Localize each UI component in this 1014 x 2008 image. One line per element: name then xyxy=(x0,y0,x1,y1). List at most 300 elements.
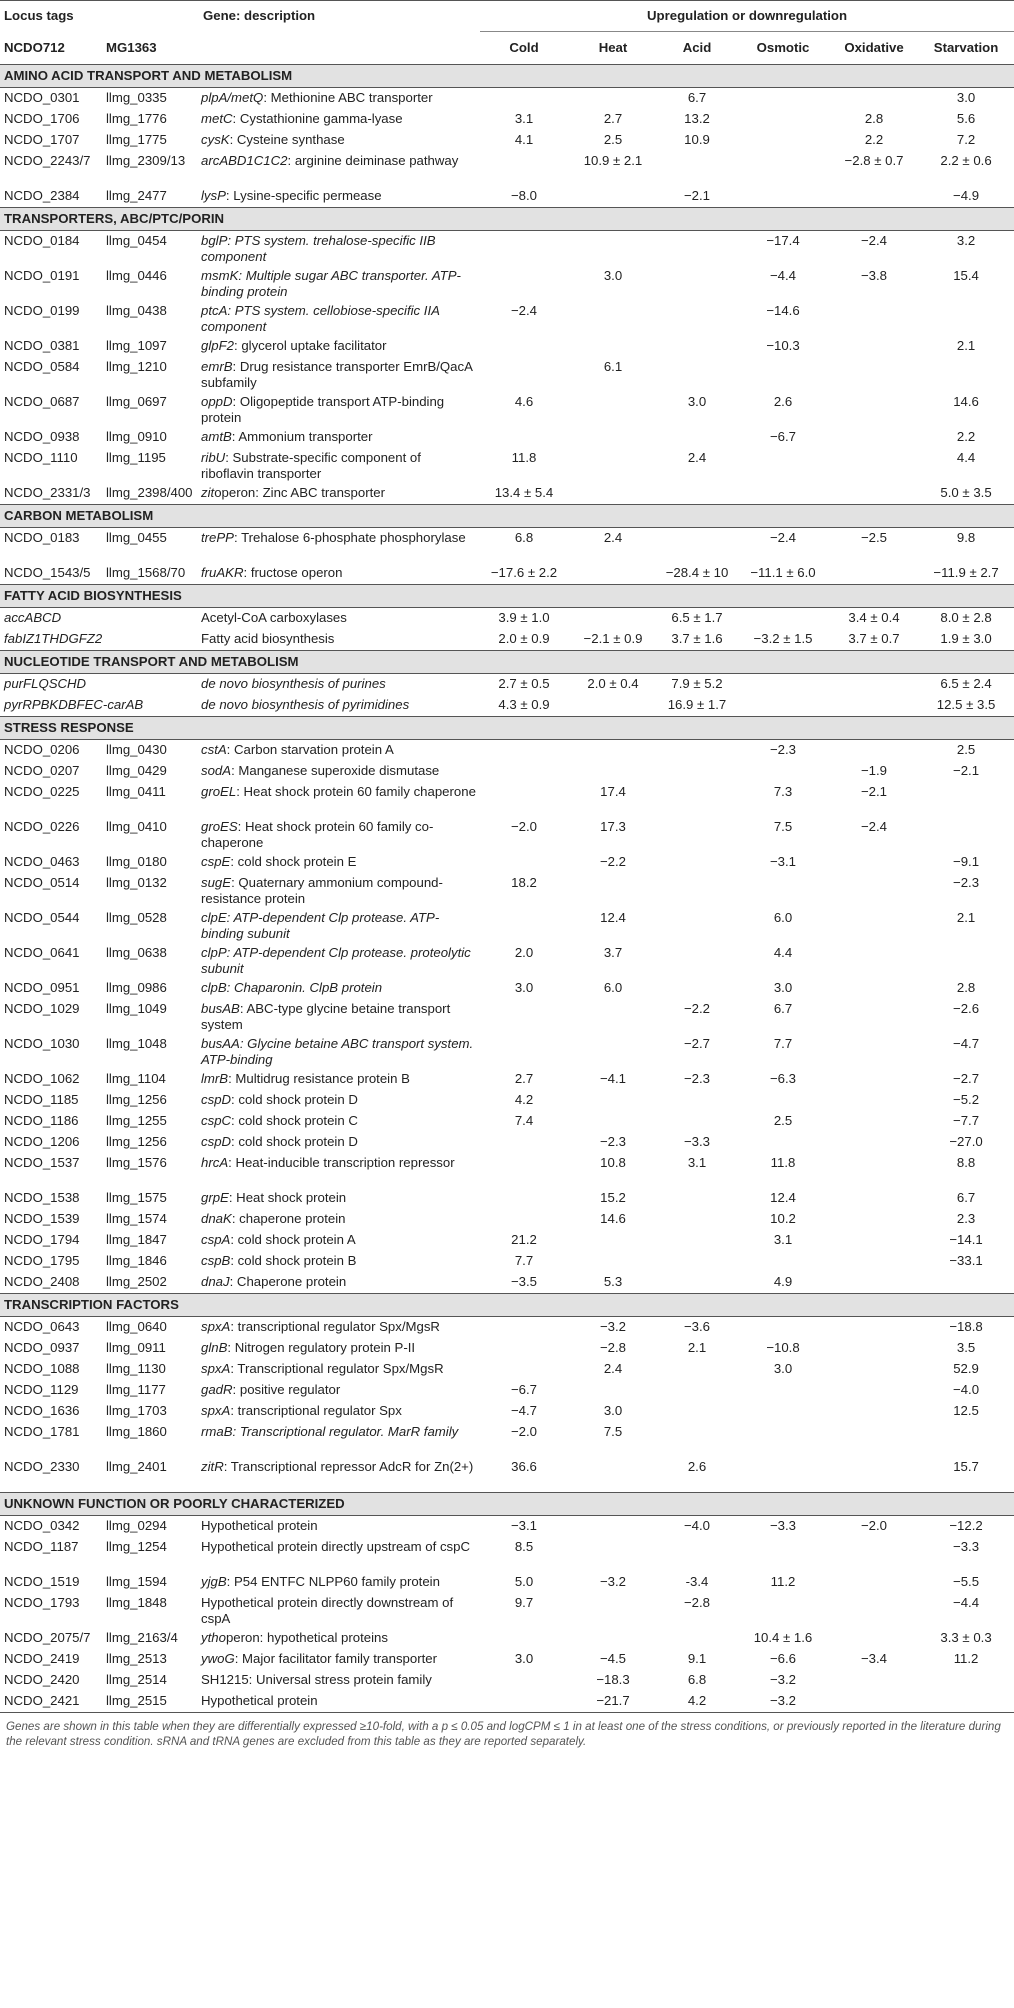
starvation-value: 3.5 xyxy=(956,1340,976,1355)
description-text: : Ammonium transporter xyxy=(231,429,373,444)
starvation-value: −5.5 xyxy=(953,1574,980,1589)
gene-description xyxy=(199,1516,480,1538)
description-text: : cold shock protein E xyxy=(230,854,357,869)
table-row xyxy=(0,427,1014,448)
gene-name: trePP xyxy=(201,530,234,545)
mg1363-tag: llmg_0697 xyxy=(106,394,167,409)
heat-value: 2.4 xyxy=(603,1361,623,1376)
acid-value: −3.3 xyxy=(683,1134,711,1149)
section-header xyxy=(0,717,1014,740)
heat-value xyxy=(568,1111,658,1132)
acid-value xyxy=(658,1359,736,1380)
gene-description xyxy=(199,88,480,110)
osmotic-value xyxy=(736,873,830,908)
section-title: AMINO ACID TRANSPORT AND METABOLISM xyxy=(0,65,1014,88)
ncdo712-tag: NCDO_0199 xyxy=(4,303,80,318)
description-text: : Transcriptional regulator Spx/MgsR xyxy=(230,1361,444,1376)
table-row xyxy=(0,1359,1014,1380)
cold-value xyxy=(480,1188,568,1209)
starvation-value xyxy=(918,782,1014,817)
acid-value: −4.0 xyxy=(683,1518,711,1533)
oxidative-value: 2.8 xyxy=(864,111,884,126)
table-row xyxy=(0,1230,1014,1251)
table-row xyxy=(0,109,1014,130)
osmotic-value xyxy=(736,695,830,717)
gene-name: msmK xyxy=(201,268,239,283)
description-text: : ABC-type glycine betaine transport system xyxy=(201,1001,451,1032)
ncdo712-tag: NCDO_1030 xyxy=(4,1036,80,1051)
ncdo712-tag: NCDO_0184 xyxy=(4,233,80,248)
heat-value: 2.4 xyxy=(603,530,623,545)
oxidative-value xyxy=(830,978,918,999)
mg1363-tag: llmg_1775 xyxy=(106,132,167,147)
starvation-value: 15.7 xyxy=(953,1459,979,1474)
gene-description xyxy=(199,448,480,483)
starvation-value: 11.2 xyxy=(953,1651,979,1666)
ncdo712-tag: NCDO_1187 xyxy=(4,1539,79,1554)
description-text: : Carbon starvation protein A xyxy=(226,742,394,757)
osmotic-value: 7.5 xyxy=(773,819,793,834)
oxidative-value: −3.8 xyxy=(860,268,888,283)
description-text: Hypothetical protein xyxy=(201,1518,318,1533)
cold-value: 7.7 xyxy=(514,1253,534,1268)
starvation-value: −9.1 xyxy=(953,854,980,869)
cold-value: 6.8 xyxy=(514,530,534,545)
table-row xyxy=(0,740,1014,762)
osmotic-value xyxy=(736,483,830,505)
gene-description xyxy=(199,999,480,1034)
ncdo712-tag: purFLQSCHD xyxy=(4,676,87,691)
oxidative-value xyxy=(830,740,918,762)
table-row xyxy=(0,151,1014,186)
section-header xyxy=(0,585,1014,608)
gene-name: zit xyxy=(201,485,215,500)
table-row xyxy=(0,1457,1014,1493)
oxidative-value: −3.4 xyxy=(860,1651,888,1666)
oxidative-value xyxy=(830,186,918,208)
oxidative-value xyxy=(830,1422,918,1457)
gene-description xyxy=(199,761,480,782)
ncdo712-tag: fabIZ1THDGFZ2 xyxy=(4,631,103,646)
ncdo712-tag: NCDO_0207 xyxy=(4,763,80,778)
ncdo712-tag: NCDO_1781 xyxy=(4,1424,80,1439)
heat-value: 17.4 xyxy=(600,784,626,799)
table-row xyxy=(0,908,1014,943)
table-row xyxy=(0,1691,1014,1713)
heat-value xyxy=(568,740,658,762)
table-row xyxy=(0,1649,1014,1670)
cold-value xyxy=(480,1691,568,1713)
oxidative-value xyxy=(830,1670,918,1691)
mg1363-tag: llmg_0180 xyxy=(106,854,167,869)
gene-description xyxy=(199,1628,480,1649)
cold-value xyxy=(480,1034,568,1069)
mg1363-tag: llmg_0430 xyxy=(106,742,167,757)
acid-value: 13.2 xyxy=(684,111,710,126)
mg1363-tag: llmg_1097 xyxy=(106,338,167,353)
description-text: : Major facilitator family transporter xyxy=(234,1651,437,1666)
mg1363-tag: llmg_1576 xyxy=(106,1155,167,1170)
acid-value xyxy=(658,978,736,999)
oxidative-value xyxy=(830,1132,918,1153)
cold-value: 3.0 xyxy=(514,980,534,995)
starvation-value: 52.9 xyxy=(953,1361,979,1376)
heat-value xyxy=(568,1034,658,1069)
oxidative-value xyxy=(830,1380,918,1401)
acid-value: 9.1 xyxy=(687,1651,707,1666)
ncdo712-tag: NCDO_1029 xyxy=(4,1001,80,1016)
osmotic-value xyxy=(736,448,830,483)
cold-value: −4.7 xyxy=(510,1403,538,1418)
ncdo712-tag: NCDO_0225 xyxy=(4,784,80,799)
oxidative-value xyxy=(830,88,918,110)
osmotic-value xyxy=(736,1537,830,1572)
osmotic-value xyxy=(736,1251,830,1272)
description-text: : PTS system. cellobiose-specific IIA component xyxy=(201,303,440,334)
description-text: : transcriptional regulator Spx xyxy=(230,1403,402,1418)
mg1363-tag: llmg_0438 xyxy=(106,303,167,318)
ncdo712-tag: NCDO_1186 xyxy=(4,1113,79,1128)
heat-value xyxy=(568,1251,658,1272)
ncdo712-tag: NCDO_1794 xyxy=(4,1232,80,1247)
description-text: : Glycine betaine ABC transport system. ATP-binding xyxy=(201,1036,474,1067)
table-row xyxy=(0,1111,1014,1132)
cold-value xyxy=(480,231,568,267)
gene-name: cspC xyxy=(201,1113,232,1128)
gene-description xyxy=(199,1069,480,1090)
acid-value: −2.2 xyxy=(683,1001,711,1016)
description-text: : Lysine-specific permease xyxy=(225,188,382,203)
heat-value: 10.8 xyxy=(600,1155,626,1170)
osmotic-value xyxy=(736,186,830,208)
osmotic-value: −14.6 xyxy=(766,303,800,318)
ncdo712-tag: NCDO_0951 xyxy=(4,980,80,995)
gene-name: amtB xyxy=(201,429,232,444)
section-title: TRANSPORTERS, ABC/PTC/PORIN xyxy=(0,208,1014,231)
cold-value: 3.1 xyxy=(514,111,534,126)
gene-description xyxy=(199,1153,480,1188)
table-row xyxy=(0,1188,1014,1209)
table-row xyxy=(0,301,1014,336)
osmotic-value xyxy=(736,608,830,630)
oxidative-value xyxy=(830,1209,918,1230)
mg1363-tag: llmg_2309/13 xyxy=(106,153,186,168)
ncdo712-tag: NCDO_2075/7 xyxy=(4,1630,91,1645)
heat-value: −18.3 xyxy=(596,1672,630,1687)
starvation-value: 1.9 ± 3.0 xyxy=(940,631,992,646)
mg1363-tag: llmg_0528 xyxy=(106,910,167,925)
oxidative-value: 3.7 ± 0.7 xyxy=(848,631,900,646)
header-row-1 xyxy=(0,1,1014,32)
gene-name: groES xyxy=(201,819,238,834)
cold-value: −2.4 xyxy=(510,303,538,318)
cold-value xyxy=(480,740,568,762)
osmotic-value xyxy=(736,674,830,696)
section-header xyxy=(0,1493,1014,1516)
ncdo712-tag: NCDO_2408 xyxy=(4,1274,80,1289)
cold-value: 4.2 xyxy=(514,1092,534,1107)
starvation-value: 6.5 ± 2.4 xyxy=(940,676,992,691)
acid-value: 3.7 ± 1.6 xyxy=(671,631,723,646)
ncdo712-tag: NCDO_0183 xyxy=(4,530,80,545)
acid-value xyxy=(658,336,736,357)
starvation-value xyxy=(918,1422,1014,1457)
oxidative-value xyxy=(830,1272,918,1294)
gene-name: arcABD1C1C2 xyxy=(201,153,288,168)
description-text: : ATP-dependent Clp protease. ATP-binding subunit xyxy=(201,910,440,941)
mg1363-tag: llmg_1848 xyxy=(106,1595,167,1610)
table-row xyxy=(0,186,1014,208)
cold-value: 8.5 xyxy=(514,1539,534,1554)
gene-description xyxy=(199,873,480,908)
oxidative-value xyxy=(830,1401,918,1422)
cold-value: 11.8 xyxy=(511,450,537,465)
gene-description xyxy=(199,852,480,873)
osmotic-value: 7.7 xyxy=(773,1036,793,1051)
gene-description xyxy=(199,978,480,999)
acid-value xyxy=(658,873,736,908)
acid-value xyxy=(658,1230,736,1251)
ncdo712-tag: NCDO_1062 xyxy=(4,1071,80,1086)
ncdo712-tag: NCDO_1706 xyxy=(4,111,80,126)
acid-value: −2.3 xyxy=(683,1071,711,1086)
table-row xyxy=(0,1034,1014,1069)
table-row xyxy=(0,1069,1014,1090)
table-row xyxy=(0,130,1014,151)
mg1363-tag: llmg_0411 xyxy=(106,784,166,799)
mg1363-tag: llmg_0132 xyxy=(106,875,167,890)
ncdo712-tag: NCDO_0381 xyxy=(4,338,80,353)
acid-value xyxy=(658,817,736,852)
cold-value xyxy=(480,1132,568,1153)
description-text: : Multiple sugar ABC transporter. ATP-binding protein xyxy=(201,268,461,299)
gene-description xyxy=(199,1188,480,1209)
footnote: Genes are shown in this table when they are differentially expressed ≥10-fold, with a p ≤ 0.05 and logCPM ≤ 1 in at least one of the stress conditions, or previously reported in the literature during the relevant stress condition. sRNA and tRNA genes are excluded from this table as they are reported separately. xyxy=(6,1720,1001,1748)
description-text: Hypothetical protein directly downstream of cspA xyxy=(201,1595,454,1626)
cold-value xyxy=(480,852,568,873)
mg1363-tag: llmg_2502 xyxy=(106,1274,167,1289)
oxidative-value xyxy=(830,563,918,585)
gene-description xyxy=(199,109,480,130)
heat-value: 3.0 xyxy=(603,1403,623,1418)
description-text: SH1215: Universal stress protein family xyxy=(201,1672,432,1687)
heat-value xyxy=(568,1230,658,1251)
acid-value xyxy=(658,1209,736,1230)
gene-name: spxA xyxy=(201,1361,231,1376)
ncdo712-tag: NCDO_2331/3 xyxy=(4,485,91,500)
osmotic-value: 4.4 xyxy=(773,945,793,960)
osmotic-value: 10.4 ± 1.6 xyxy=(753,1630,813,1645)
acid-value xyxy=(658,1401,736,1422)
cold-value: 4.1 xyxy=(514,132,534,147)
gene-description xyxy=(199,782,480,817)
gene-name: zitR xyxy=(201,1459,224,1474)
starvation-value: −2.7 xyxy=(953,1071,980,1086)
cold-value: 5.0 xyxy=(514,1574,534,1589)
gene-name: hrcA xyxy=(201,1155,229,1170)
table-row xyxy=(0,1572,1014,1593)
oxidative-value xyxy=(830,908,918,943)
description-text: Hypothetical protein xyxy=(201,1693,318,1708)
mg1363-tag: llmg_1104 xyxy=(106,1071,166,1086)
mg1363-tag: llmg_0640 xyxy=(106,1319,167,1334)
starvation-value: 5.0 ± 3.5 xyxy=(940,485,992,500)
gene-description xyxy=(199,528,480,564)
oxidative-value xyxy=(830,1188,918,1209)
gene-name: plpA/metQ xyxy=(201,90,264,105)
starvation-value xyxy=(918,301,1014,336)
starvation-value: 9.8 xyxy=(956,530,976,545)
heat-value xyxy=(568,88,658,110)
table-row xyxy=(0,674,1014,696)
mg1363-tag: llmg_1049 xyxy=(106,1001,167,1016)
cold-value: 4.3 ± 0.9 xyxy=(498,697,550,712)
table-row xyxy=(0,1593,1014,1628)
oxidative-value: −2.1 xyxy=(860,784,888,799)
oxidative-value xyxy=(830,1691,918,1713)
mg1363-tag: llmg_1177 xyxy=(106,1382,166,1397)
ncdo712-tag: NCDO_0301 xyxy=(4,90,80,105)
heat-value: −2.8 xyxy=(599,1340,627,1355)
mg1363-tag: llmg_2401 xyxy=(106,1459,167,1474)
acid-value: 6.5 ± 1.7 xyxy=(671,610,723,625)
osmotic-value xyxy=(736,130,830,151)
mg1363-tag: llmg_2515 xyxy=(102,1691,199,1713)
acid-value xyxy=(658,1272,736,1294)
oxidative-value xyxy=(830,1069,918,1090)
oxidative-value: 2.2 xyxy=(864,132,884,147)
table-row xyxy=(0,528,1014,564)
table-row xyxy=(0,1422,1014,1457)
ncdo712-tag: NCDO_1538 xyxy=(4,1190,80,1205)
heat-value xyxy=(568,1593,658,1628)
oxidative-value xyxy=(830,483,918,505)
gene-description xyxy=(199,357,480,392)
oxidative-value xyxy=(830,943,918,978)
ncdo712-tag: NCDO_1795 xyxy=(4,1253,80,1268)
ncdo712-tag: NCDO_0191 xyxy=(4,268,80,283)
gene-description xyxy=(199,1670,480,1691)
mg1363-tag: llmg_0410 xyxy=(106,819,167,834)
gene-description xyxy=(199,1230,480,1251)
description-text: Hypothetical protein directly upstream of cspC xyxy=(201,1539,470,1554)
starvation-value xyxy=(918,357,1014,392)
heat-value: −3.2 xyxy=(599,1319,627,1334)
osmotic-value: 10.2 xyxy=(770,1211,796,1226)
oxidative-value xyxy=(830,1593,918,1628)
oxidative-value xyxy=(830,1230,918,1251)
starvation-value: −3.3 xyxy=(953,1539,980,1554)
table-row xyxy=(0,1251,1014,1272)
oxidative-value xyxy=(830,1111,918,1132)
heat-value: −2.1 ± 0.9 xyxy=(583,631,643,646)
heat-value xyxy=(568,563,658,585)
gene-description xyxy=(199,740,480,762)
starvation-value: −5.2 xyxy=(953,1092,980,1107)
heat-value xyxy=(568,301,658,336)
acid-value xyxy=(658,1188,736,1209)
heat-value: −3.2 xyxy=(599,1574,627,1589)
acid-value xyxy=(658,782,736,817)
osmotic-value: −6.6 xyxy=(769,1651,797,1666)
mg1363-tag: llmg_1130 xyxy=(106,1361,166,1376)
table-row xyxy=(0,1628,1014,1649)
heat-value: −2.2 xyxy=(599,854,627,869)
description-text: : Methionine ABC transporter xyxy=(263,90,433,105)
heat-value xyxy=(568,427,658,448)
starvation-value: 8.0 ± 2.8 xyxy=(940,610,992,625)
cold-value: 13.4 ± 5.4 xyxy=(494,485,554,500)
ncdo712-tag: NCDO_1707 xyxy=(4,132,80,147)
header-ncdo712: NCDO712 xyxy=(0,32,102,65)
gene-description xyxy=(199,1209,480,1230)
description-text: : glycerol uptake facilitator xyxy=(234,338,387,353)
oxidative-value xyxy=(830,448,918,483)
heat-value: 10.9 ± 2.1 xyxy=(583,153,643,168)
gene-name: cspD xyxy=(201,1134,232,1149)
description-text: : Nitrogen regulatory protein P-II xyxy=(227,1340,416,1355)
gene-name: oppD xyxy=(201,394,233,409)
heat-value: 3.7 xyxy=(603,945,623,960)
acid-value: 6.8 xyxy=(687,1672,707,1687)
acid-value: 10.9 xyxy=(684,132,710,147)
gene-description xyxy=(199,674,480,696)
acid-value xyxy=(658,1628,736,1649)
heat-value: −2.3 xyxy=(599,1134,627,1149)
gene-name: cspE xyxy=(201,854,231,869)
gene-description xyxy=(199,1572,480,1593)
gene-name: clpP xyxy=(201,945,227,960)
heat-value xyxy=(568,1090,658,1111)
mg1363-tag: llmg_1860 xyxy=(106,1424,167,1439)
table-row xyxy=(0,1516,1014,1538)
description-text: : cold shock protein A xyxy=(230,1232,356,1247)
oxidative-value xyxy=(830,427,918,448)
osmotic-value xyxy=(736,357,830,392)
oxidative-value xyxy=(830,1153,918,1188)
gene-name: busAA xyxy=(201,1036,240,1051)
gene-name: glpF2 xyxy=(201,338,234,353)
description-text: : Chaperone protein xyxy=(229,1274,347,1289)
gene-description xyxy=(199,1380,480,1401)
description-text: : cold shock protein B xyxy=(230,1253,357,1268)
table-row xyxy=(0,1670,1014,1691)
starvation-value: 7.2 xyxy=(956,132,976,147)
mg1363-tag: llmg_0986 xyxy=(106,980,167,995)
description-text: : fructose operon xyxy=(243,565,343,580)
ncdo712-tag: NCDO_1185 xyxy=(4,1092,79,1107)
osmotic-value: 2.5 xyxy=(773,1113,793,1128)
header-osmotic: Osmotic xyxy=(736,32,830,65)
ncdo712-tag: NCDO_0226 xyxy=(4,819,80,834)
ncdo712-tag: NCDO_1793 xyxy=(4,1595,80,1610)
starvation-value: 3.0 xyxy=(956,90,976,105)
header-gene-description: Gene: description xyxy=(199,1,480,32)
cold-value xyxy=(480,1209,568,1230)
description-text: : cold shock protein D xyxy=(231,1092,358,1107)
oxidative-value xyxy=(830,357,918,392)
osmotic-value: −17.4 xyxy=(766,233,800,248)
gene-name: cysK xyxy=(201,132,230,147)
gene-description xyxy=(199,301,480,336)
mg1363-tag: llmg_1703 xyxy=(106,1403,167,1418)
ncdo712-tag: NCDO_1129 xyxy=(4,1382,79,1397)
oxidative-value xyxy=(830,392,918,427)
starvation-value: −33.1 xyxy=(949,1253,983,1268)
acid-value xyxy=(658,357,736,392)
section-header xyxy=(0,1294,1014,1317)
heat-value xyxy=(568,608,658,630)
